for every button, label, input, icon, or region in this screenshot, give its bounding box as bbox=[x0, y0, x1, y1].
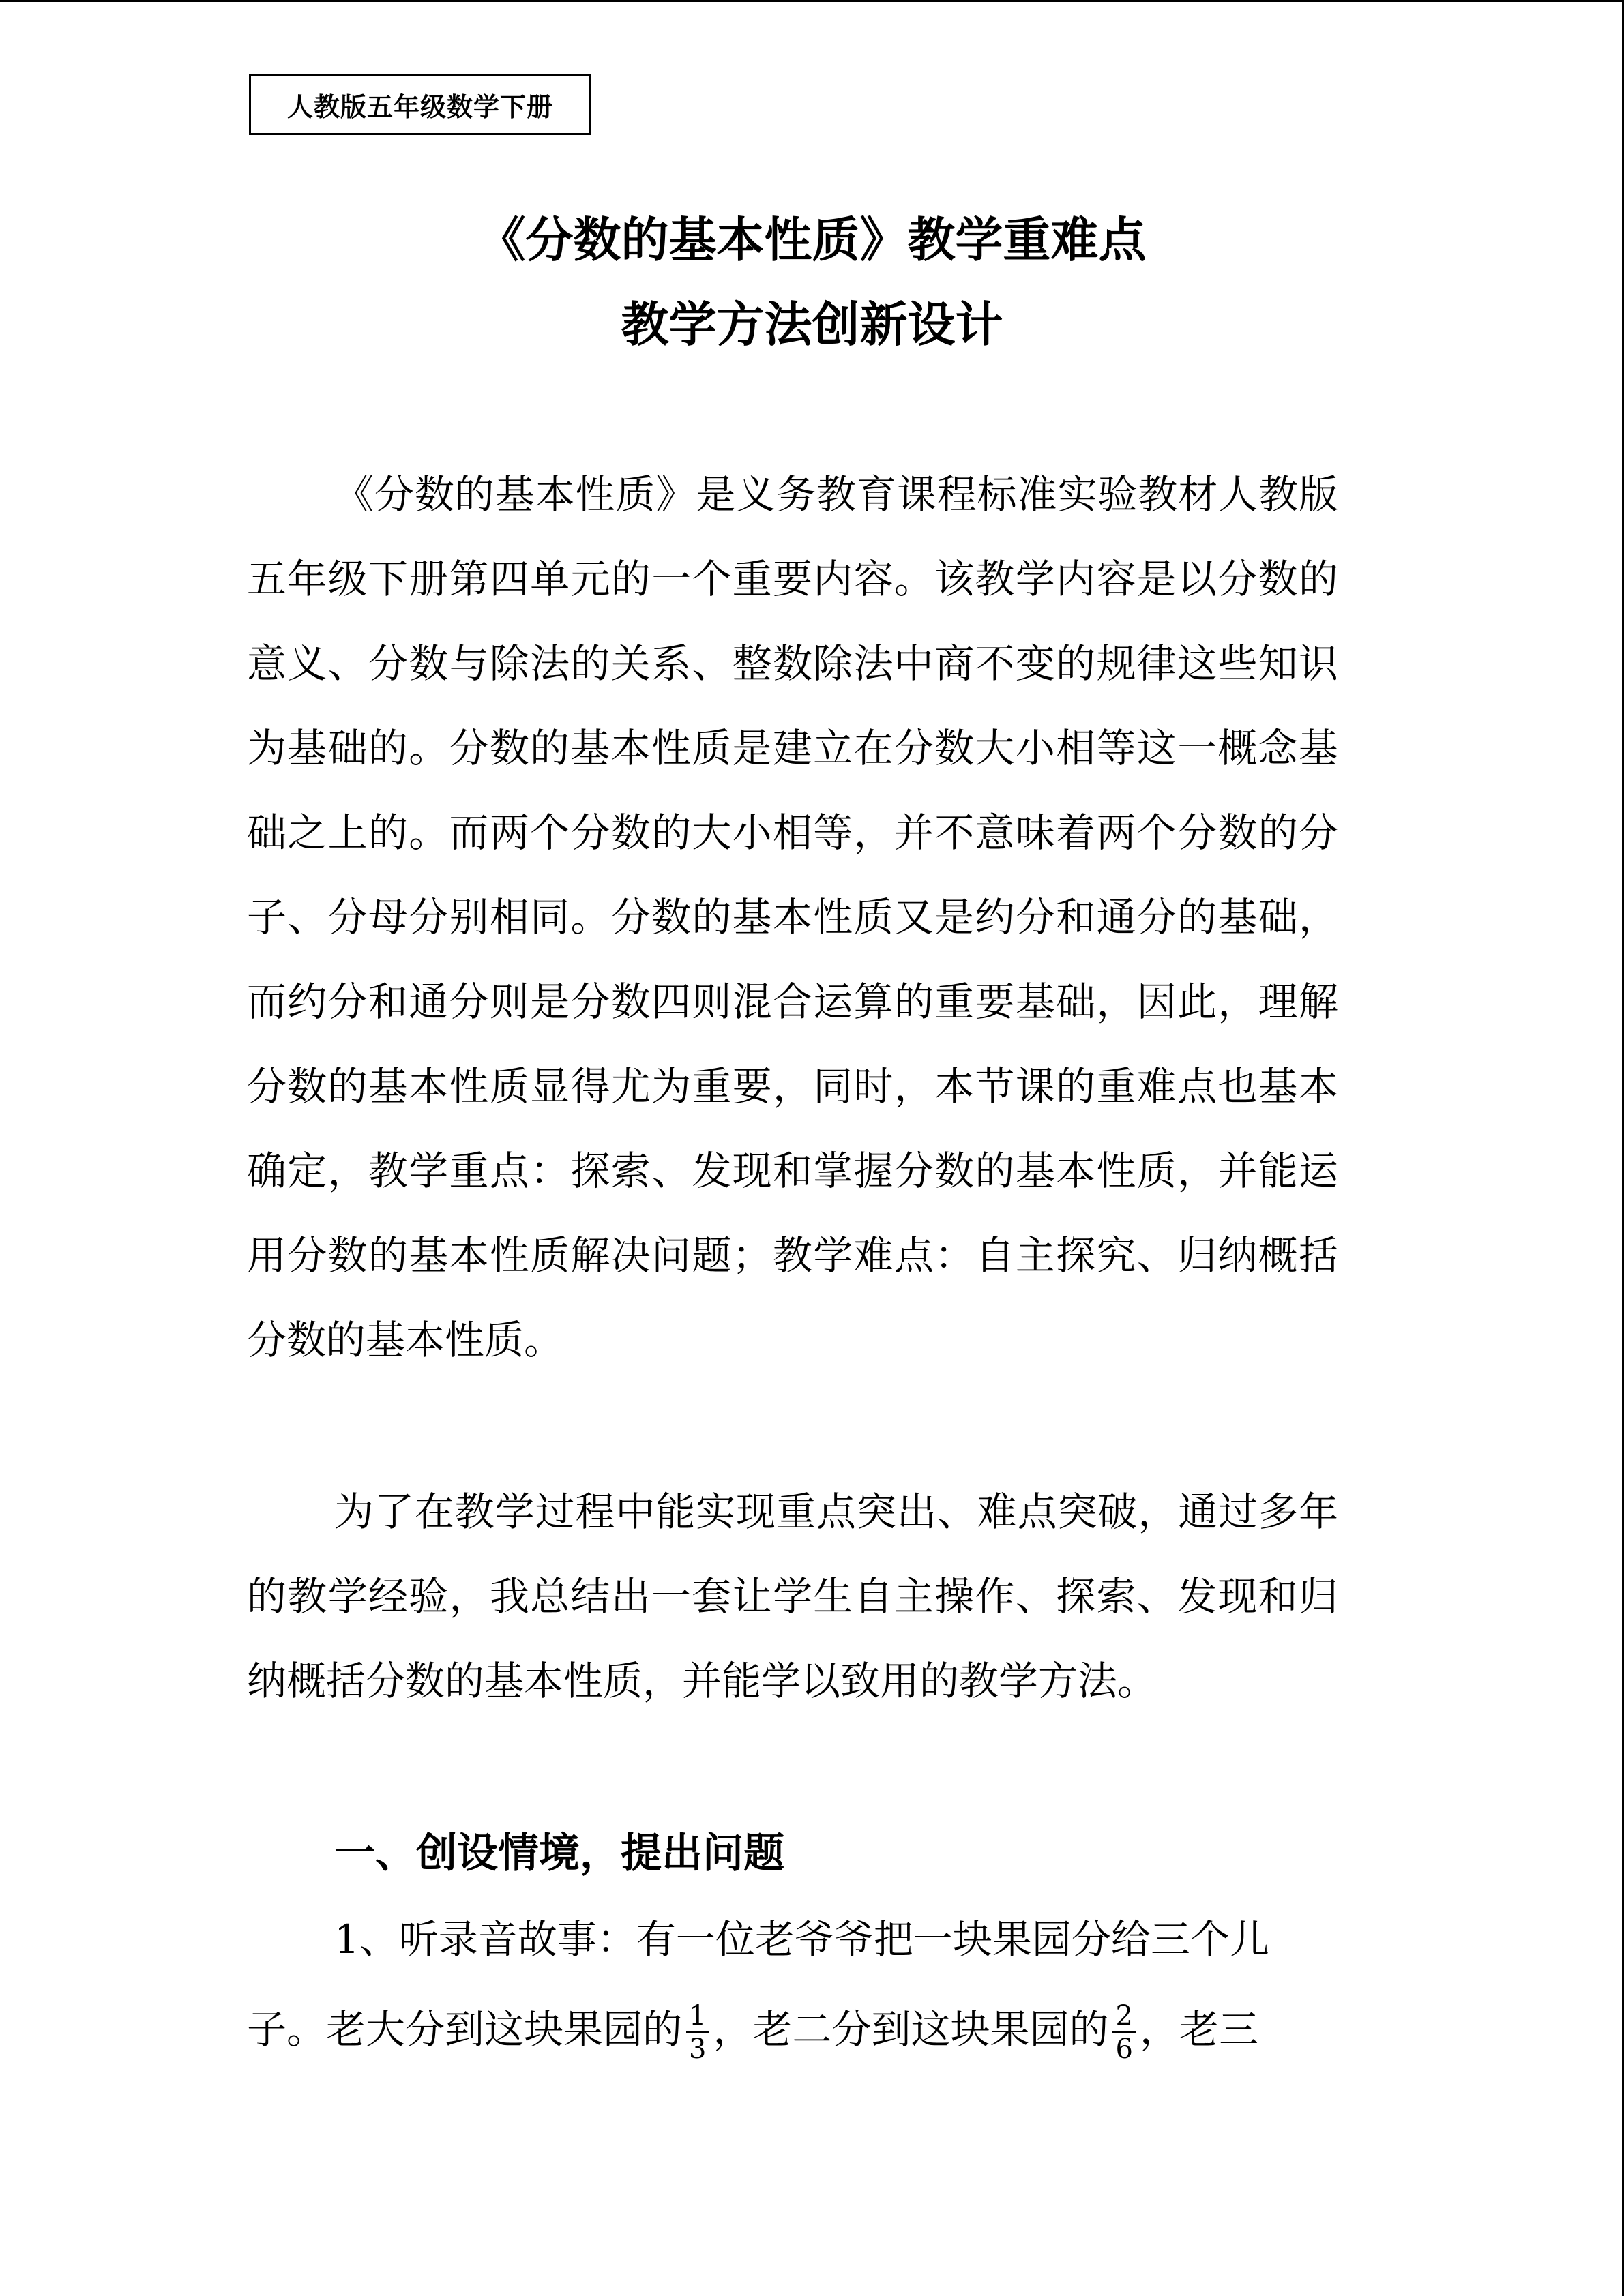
fraction-two-sixths bbox=[1112, 2000, 1135, 2065]
fraction-denominator: 3 bbox=[689, 2033, 707, 2066]
fraction-denominator: 6 bbox=[1115, 2033, 1133, 2066]
page-top-border bbox=[0, 0, 1624, 2]
story-text-c: ，老三 bbox=[1139, 2006, 1258, 2053]
intro-paragraph: 《分数的基本性质》是义务教育课程标准实验教材人教版五年级下册第四单元的一个重要内容。该教学内容是以分数的意义、分数与除法的关系、整数除法中商不变的规律这些知识为基础的。分数的基本性质是建立在分数大小相等这一概念基础之上的。而两个分数的大小相等，并不意味着两个分数的分子、分母分别相同。分数的基本性质又是约分和通分的基础，而约分和通分则是分数四则混合运算的重要基础，因此，理解分数的基本性质显得尤为重要，同时，本节课的重难点也基本确定，教学重点：探索、发现和掌握分数的基本性质，并能运用分数的基本性质解决问题；教学难点：自主探究、归纳概括分数的基本性质。 bbox=[247, 471, 1338, 1363]
story-paragraph bbox=[247, 1897, 1379, 2072]
fraction-one-third bbox=[686, 2000, 709, 2065]
document-title-line-1: 《分数的基本性质》教学重难点 bbox=[477, 212, 1147, 268]
method-paragraph: 为了在教学过程中能实现重点突出、难点突破，通过多年的教学经验，我总结出一套让学生自主操作、探索、发现和归纳概括分数的基本性质，并能学以致用的教学方法。 bbox=[247, 1489, 1338, 1704]
document-title-line-2: 教学方法创新设计 bbox=[621, 297, 1003, 353]
story-text-a: 子。老大分到这块果园的 bbox=[247, 2006, 683, 2053]
header-label-box bbox=[249, 74, 591, 135]
fraction-numerator: 2 bbox=[1112, 2000, 1135, 2033]
story-text-b: ，老二分到这块果园的 bbox=[713, 2006, 1109, 2053]
fraction-numerator: 1 bbox=[686, 2000, 709, 2033]
story-line-1: 1、听录音故事：有一位老爷爷把一块果园分给三个儿 bbox=[334, 1916, 1269, 1963]
header-label: 人教版五年级数学下册 bbox=[286, 91, 553, 122]
section-heading: 一、创设情境，提出问题 bbox=[334, 1830, 784, 1877]
story-line-2 bbox=[247, 1987, 1379, 2072]
